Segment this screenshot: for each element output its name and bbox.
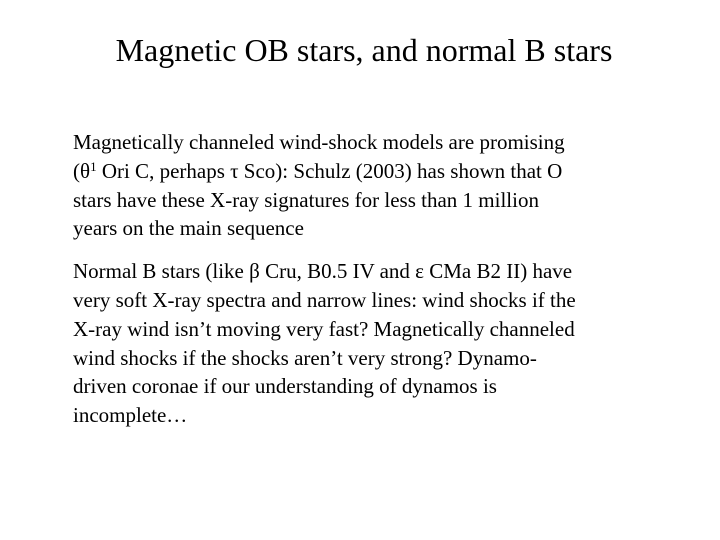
paragraph-normal-b-stars [73,257,663,430]
text-line: Normal B stars (like β Cru, B0.5 IV and ε CMa B2 II) have [73,259,573,284]
text-line [73,157,663,186]
text-line: Magnetically channeled wind-shock models are promising [73,130,565,154]
slide-title: Magnetic OB stars, and normal B stars [115,32,613,68]
text-line: driven coronae if our understanding of dynamos is [73,374,497,399]
text-line: years on the main sequence [73,216,304,241]
text-line: wind shocks if the shocks aren’t very strong? Dynamo- [73,345,537,370]
text-line: X-ray wind isn’t moving very fast? Magnetically channeled [73,316,575,341]
text-line: very soft X-ray spectra and narrow lines: wind shocks if the [73,287,576,312]
slide-body [73,128,663,444]
text-line: stars have these X-ray signatures for less than 1 million [73,187,539,212]
paragraph-magnetic-wind-shock [73,128,663,243]
superscript: 1 [90,158,97,174]
text-span: (θ [73,158,91,183]
text-line: incomplete… [73,403,188,428]
text-span: Ori C, perhaps τ Sco): Schulz (2003) has shown that O [96,158,563,183]
